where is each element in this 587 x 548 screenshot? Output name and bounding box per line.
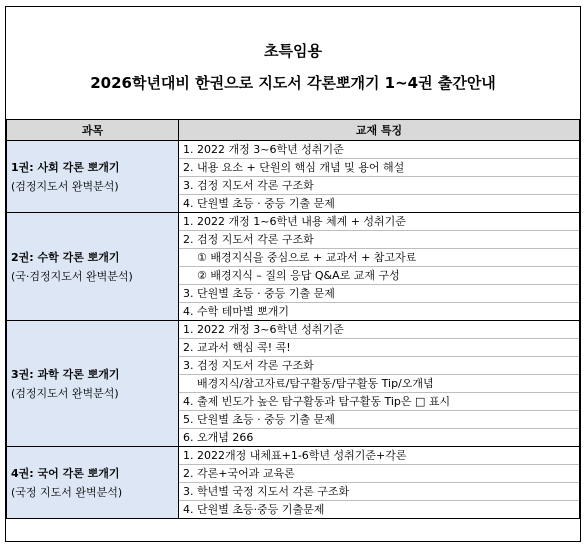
title-line-1: 초특임용 <box>264 42 322 60</box>
feature-line: 3. 학년별 국정 지도서 각론 구조화 <box>179 483 579 501</box>
feature-line: 1. 2022 개정 3~6학년 성취기준 <box>179 141 579 159</box>
feature-subline: ① 배경지식을 중심으로 + 교과서 + 참고자료 <box>179 249 579 267</box>
book-name: 2권: 수학 각론 뽀개기 <box>11 250 120 264</box>
book-features-table <box>6 119 580 519</box>
subject-cell <box>7 141 179 213</box>
feature-line: 4. 단원별 초등·중등 기출문제 <box>183 503 325 516</box>
title-line-2: 2026학년대비 한권으로 지도서 각론뽀개기 1~4권 출간안내 <box>90 74 496 92</box>
feature-line: 1. 2022 개정 1~6학년 내용 체계 + 성취기준 <box>179 213 579 231</box>
notice-sheet <box>5 6 581 542</box>
subject-cell <box>7 447 179 519</box>
book-name: 1권: 사회 각론 뽀개기 <box>11 160 120 174</box>
feature-line: 5. 단원별 초등 · 중등 기출 문제 <box>179 411 579 429</box>
feature-line: 3. 단원별 초등 · 중등 기출 문제 <box>179 285 579 303</box>
features-cell <box>179 141 580 213</box>
feature-line: 1. 2022개정 내체표+1-6학년 성취기준+각론 <box>179 447 579 465</box>
table-row <box>7 321 580 447</box>
features-cell <box>179 447 580 519</box>
feature-subline: 배경지식/참고자료/탐구활동/탐구활동 Tip/오개념 <box>179 375 579 393</box>
subject-column-header: 과목 <box>7 120 179 141</box>
feature-line: 4. 수학 테마별 뽀개기 <box>183 305 289 318</box>
book-note: (국·검정지도서 완벽분석) <box>11 269 133 283</box>
feature-line: 6. 오개념 266 <box>183 431 254 444</box>
feature-line: 3. 검정 지도서 각론 구조화 <box>179 357 579 375</box>
table-row <box>7 213 580 321</box>
table-row <box>7 447 580 519</box>
features-cell <box>179 321 580 447</box>
title-box <box>6 7 580 119</box>
feature-line: 1. 2022 개정 3~6학년 성취기준 <box>179 321 579 339</box>
table-row <box>7 141 580 213</box>
feature-line: 2. 내용 요소 + 단원의 핵심 개념 및 용어 해설 <box>179 159 579 177</box>
feature-line: 4. 출제 빈도가 높은 탐구활동과 탐구활동 Tip은 □ 표시 <box>179 393 579 411</box>
features-cell <box>179 213 580 321</box>
book-note: (검정지도서 완벽분석) <box>11 386 119 400</box>
features-column-header: 교재 특징 <box>179 120 580 141</box>
feature-line: 2. 교과서 핵심 콕! 콕! <box>179 339 579 357</box>
feature-line: 2. 각론+국어과 교육론 <box>179 465 579 483</box>
table-header-row <box>7 120 580 141</box>
book-name: 3권: 과학 각론 뽀개기 <box>11 367 120 381</box>
feature-line: 4. 단원별 초등 · 중등 기출 문제 <box>183 197 335 210</box>
feature-line: 2. 검정 지도서 각론 구조화 <box>179 231 579 249</box>
subject-cell <box>7 213 179 321</box>
book-note: (검정지도서 완벽분석) <box>11 179 119 193</box>
book-note: (국정 지도서 완벽분석) <box>11 485 123 499</box>
book-name: 4권: 국어 각론 뽀개기 <box>11 466 120 480</box>
feature-subline: ② 배경지식 – 질의 응답 Q&A로 교재 구성 <box>179 267 579 285</box>
feature-line: 3. 검정 지도서 각론 구조화 <box>179 177 579 195</box>
subject-cell <box>7 321 179 447</box>
